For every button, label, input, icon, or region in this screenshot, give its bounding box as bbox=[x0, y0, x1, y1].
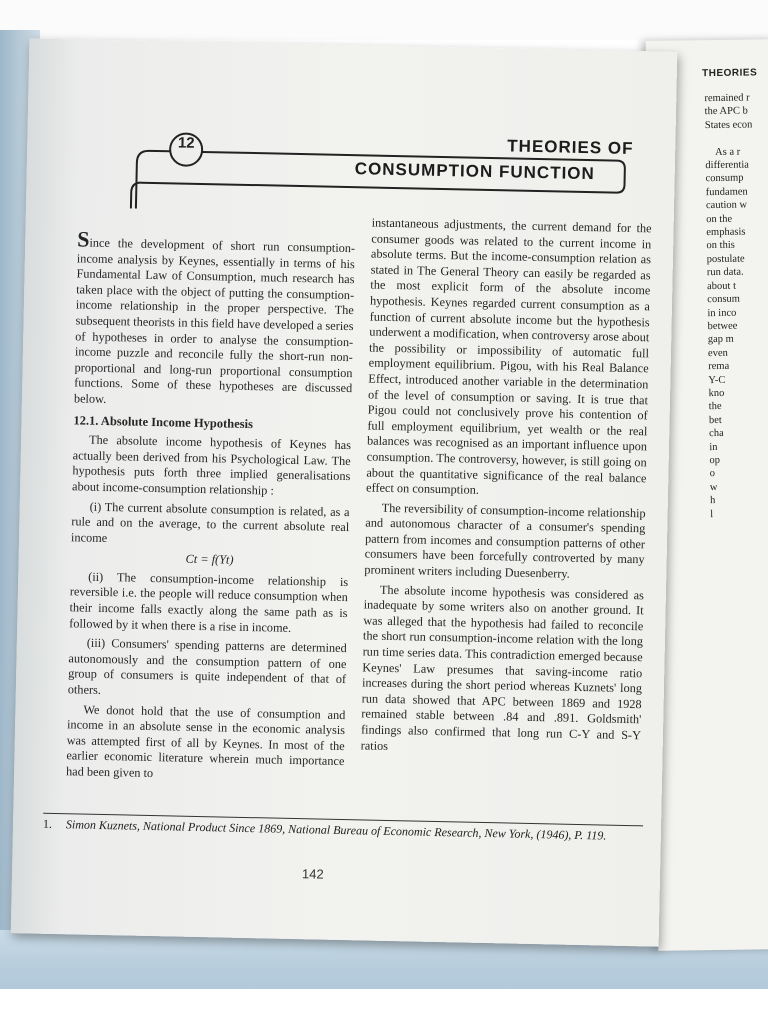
left-paragraph-2: We donot hold that the use of consumption and income in an absolute sense in the economic analysis was attempted first of all by Keynes. In most of the earlier economic literature wherein much importance had been given to bbox=[65, 702, 346, 781]
chapter-title-line2: CONSUMPTION FUNCTION bbox=[354, 159, 595, 184]
next-page-fragment: remained r the APC b States econ As a r differentia consump fundamen caution w on the emphasis on this postulate run data. about t consum in inco betwee gap m even rema Y-C kno the bet cha in op o w h l bbox=[704, 92, 753, 520]
intro-paragraph bbox=[73, 226, 356, 412]
background-top bbox=[0, 0, 768, 40]
section-heading: 12.1. Absolute Income Hypothesis bbox=[73, 412, 254, 431]
footnote bbox=[43, 817, 653, 845]
right-paragraph-3: The absolute income hypothesis was considered as inadequate by some writers also on another ground. It was alleged that the hypothesis had failed to reconcile the short run consumption-income relation with the long run time series data. This contradiction emerged because Keynes' Law presumes that saving-income ratio increases during the short period whereas Kuznets' long run data showed that APC between 1869 and 1928 remained stable between .84 and .891. Goldsmith' findings also confirmed that long run C-Y and S-Y ratios bbox=[360, 582, 645, 753]
condition-2: (ii) The consumption-income relationship is reversible i.e. the people will reduce consumption when their income falls exactly along the same path as is followed by it when there is a rise in income. bbox=[69, 569, 349, 635]
chapter-number: 12 bbox=[177, 134, 195, 152]
book-page bbox=[11, 38, 678, 946]
drop-cap: S bbox=[76, 226, 90, 252]
right-paragraph-2: The reversibility of consumption-income relationship and autonomous character of a consumer's spending pattern from incomes and consumption patterns of other consumers have been forcefully controverted by many prominent writers including Duesenberry. bbox=[364, 500, 646, 581]
intro-text: ince the development of short run consumption-income analysis by Keynes, essentially in terms of his Fundamental Law of Consumption, much research has taken place with the object of putting the consumption-income relationship in the proper perspective. The subsequent theorists in this field have developed a series of hypotheses in order to analyse the consumption-income puzzle and reconcile fully the short-run non-proportional and long-run proportional consumption functions. Some of these hypotheses are discussed below. bbox=[73, 235, 356, 406]
condition-1: (i) The current absolute consumption is related, as a rule and on the average, to the current absolute real income bbox=[70, 499, 350, 545]
left-paragraph-1: The absolute income hypothesis of Keynes has actually been derived from his Psychological Law. The hypothesis puts forth three implied generalisations about income-consumption relationship : bbox=[71, 432, 352, 498]
left-column bbox=[65, 226, 356, 789]
page-number: 142 bbox=[301, 866, 324, 882]
condition-3: (iii) Consumers' spending patterns are determined autonomously and the consumption pattern of one group of consumers is quite independent of that of others. bbox=[67, 635, 347, 697]
formula: Ct = f(Yt) bbox=[185, 551, 234, 567]
right-column bbox=[360, 216, 651, 764]
footnote-number: 1. bbox=[42, 816, 53, 831]
footnote-text: Simon Kuznets, National Product Since 1869, National Bureau of Economic Research, New York, (1946), P. 119. bbox=[65, 817, 607, 843]
chapter-title-line1: THEORIES OF bbox=[507, 136, 634, 158]
chapter-header bbox=[96, 128, 638, 219]
next-page-header: THEORIES bbox=[702, 67, 758, 80]
right-paragraph-1: instantaneous adjustments, the current demand for the consumer goods was related to the current income in absolute terms. But the income-consumption relation as stated in The General Theory can easily be regarded as the most explicit form of the absolute income hypothesis. Keynes regarded current consumption as a function of current absolute income but the hypothesis underwent a modification, when controversy arose about the possibility or impossibility of automatic full employment equilibrium. Pigou, with his Real Balance Effect, introduced another variable in the determination of the level of consumption or saving. It is true that Pigou could not conclusively prove his contention of full employment equilibrium, yet wealth or the real balances was recognised as an important influence upon consumption. The controversy, however, is still going on about the quantitative significance of the real balance effect on consumption. bbox=[365, 215, 652, 497]
